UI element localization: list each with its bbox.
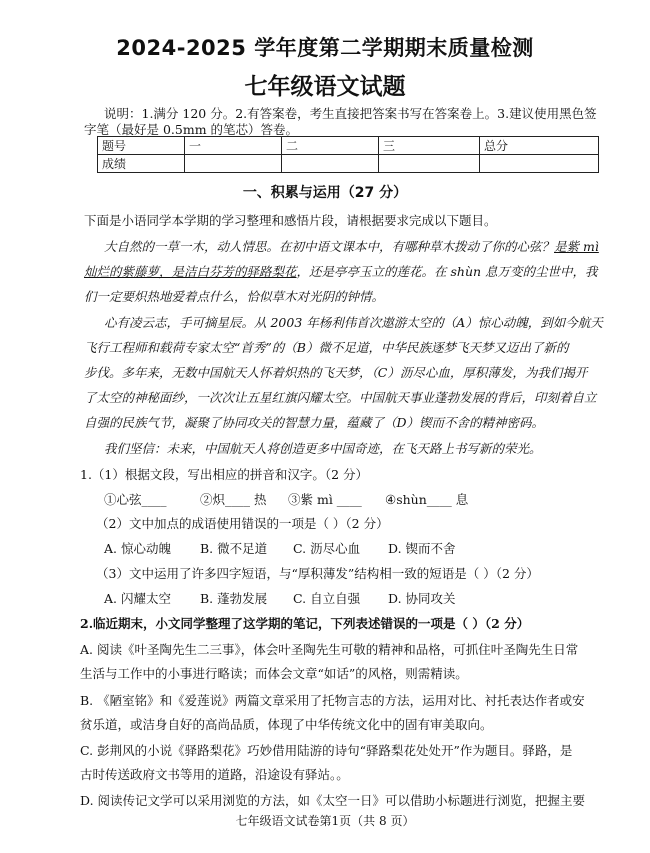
table-cell: 题号 <box>98 137 185 155</box>
q1-sub2-option-d[interactable]: D. 锲而不舍 <box>388 541 456 556</box>
table-cell: 总分 <box>480 137 599 155</box>
q2-option-d-line-1[interactable]: D. 阅读传记文学可以采用浏览的方法，如《太空一日》可以借助小标题进行浏览，把握主要 <box>80 793 586 808</box>
passage-1-line-2: 灿烂的紫藤萝，是洁白芬芳的驿路梨花，还是亭亭玉立的莲花。在 shùn 息万变的尘世中，我 <box>84 264 598 279</box>
intro-text: 下面是小语同学本学期的学习整理和感悟片段，请根据要求完成以下题目。 <box>84 213 497 228</box>
q2-option-a-line-1[interactable]: A. 阅读《叶圣陶先生二三事》，体会叶圣陶先生可敬的精神和品格，可抓住叶圣陶先生日常 <box>80 642 579 657</box>
q1-fill-4: ④shùn____ 息 <box>385 492 469 507</box>
q2-option-c-line-2: 古时传送政府文书等用的道路，沿途设有驿站。。 <box>80 767 349 782</box>
q2-stem: 2.临近期末，小文同学整理了这学期的笔记，下列表述错误的一项是（ ）（2 分） <box>80 616 530 631</box>
q1-sub3-option-d[interactable]: D. 协同攻关 <box>388 591 456 606</box>
section-title: 一、积累与运用（27 分） <box>242 185 408 201</box>
q2-option-b-line-1[interactable]: B. 《陋室铭》和《爱莲说》两篇文章采用了托物言志的方法，运用对比、衬托表达作者或安 <box>80 693 585 708</box>
instructions-line-2: 字笔（最好是 0.5mm 的笔芯）答卷。 <box>84 122 299 137</box>
exam-title: 2024-2025 学年度第二学期期末质量检测 <box>116 36 534 60</box>
instructions-line-1: 说明：1.满分 120 分。2.有答案卷，考生直接把答案书写在答案卷上。3.建议使用黑色签 <box>104 106 597 121</box>
passage-1-line-1: 大自然的一草一木，动人情思。在初中语文课本中，有哪种草木拨动了你的心弦？是紫 mì <box>104 239 599 254</box>
q1-sub2-option-c[interactable]: C. 沥尽心血 <box>293 541 361 556</box>
passage-2-line-4: 了太空的神秘面纱，一次次让五星红旗闪耀太空。中国航天事业蓬勃发展的背后，印刻着自立 <box>84 390 597 405</box>
q1-sub2: （2）文中加点的成语使用错误的一项是（ ）（2 分） <box>96 516 389 531</box>
q1-sub3: （3）文中运用了许多四字短语，与“厚积薄发”结构相一致的短语是（ ）（2 分） <box>96 566 539 581</box>
q1-sub3-option-b[interactable]: B. 蓬勃发展 <box>200 591 268 606</box>
table-cell: 成绩 <box>98 155 185 173</box>
score-cell[interactable] <box>282 155 379 173</box>
table-cell: 三 <box>379 137 480 155</box>
score-table <box>97 136 599 173</box>
q1-fill-3: ③紫 mì ____ <box>288 492 362 507</box>
q1-fill-2: ②炽____ 热 <box>200 492 267 507</box>
page-footer: 七年级语文试卷第1页（共 8 页） <box>235 814 415 828</box>
q1-sub1: 1.（1）根据文段，写出相应的拼音和汉字。（2 分） <box>80 467 369 482</box>
score-cell[interactable] <box>185 155 282 173</box>
table-cell: 一 <box>185 137 282 155</box>
q2-option-b-line-2: 贫乐道，或洁身自好的高尚品质，体现了中华传统文化中的固有审美取向。 <box>80 717 493 732</box>
table-row <box>98 155 599 173</box>
table-row <box>98 137 599 155</box>
score-cell[interactable] <box>480 155 599 173</box>
q1-sub2-option-b[interactable]: B. 微不足道 <box>200 541 268 556</box>
table-cell: 二 <box>282 137 379 155</box>
q1-sub3-option-a[interactable]: A. 闪耀太空 <box>104 591 171 606</box>
q1-sub3-option-c[interactable]: C. 自立自强 <box>293 591 361 606</box>
passage-2-line-2: 飞行工程师和载荷专家太空“首秀”的（B）微不足道，中华民族逐梦飞天梦又迈出了新的 <box>84 340 569 355</box>
passage-3: 我们坚信：未来，中国航天人将创造更多中国奇迹，在飞天路上书写新的荣光。 <box>104 441 542 456</box>
exam-subtitle: 七年级语文试题 <box>244 74 406 100</box>
q2-option-c-line-1[interactable]: C. 彭荆风的小说《驿路梨花》巧妙借用陆游的诗句“驿路梨花处处开”作为题目。驿路，是 <box>80 743 573 758</box>
passage-2-line-1: 心有凌云志，手可摘星辰。从 2003 年杨利伟首次遨游太空的（A）惊心动魄，到如今航天 <box>104 315 603 330</box>
passage-1-line-3: 们一定要炽热地爱着点什么，恰似草木对光阴的钟情。 <box>84 289 385 304</box>
q1-fill-1: ①心弦____ <box>104 492 167 507</box>
passage-2-line-3: 步伐。多年来，无数中国航天人怀着炽热的飞天梦，（C）沥尽心血，厚积薄发，为我们揭开 <box>84 365 588 380</box>
passage-2-line-5: 自强的民族气节，凝聚了协同攻关的智慧力量，蕴藏了（D）锲而不舍的精神密码。 <box>84 415 545 430</box>
score-cell[interactable] <box>379 155 480 173</box>
q2-option-a-line-2: 生活与工作中的小事进行略读；而体会文章“如话”的风格，则需精读。 <box>80 666 468 681</box>
q1-sub2-option-a[interactable]: A. 惊心动魄 <box>104 541 171 556</box>
